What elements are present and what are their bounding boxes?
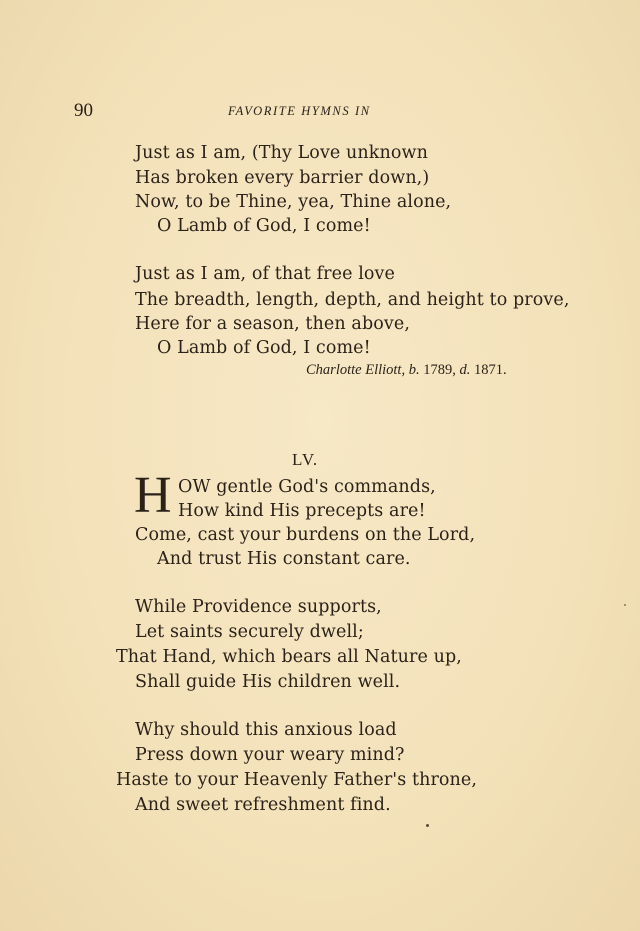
verse-line: Here for a season, then above, xyxy=(135,314,410,334)
verse-line: And sweet refreshment find. xyxy=(135,795,391,815)
verse-line: Let saints securely dwell; xyxy=(135,622,364,642)
drop-cap: H xyxy=(134,467,172,524)
verse-line: Shall guide His children well. xyxy=(135,672,401,692)
verse-line: O Lamb of God, I come! xyxy=(157,216,371,236)
died-year: 1871. xyxy=(473,362,507,378)
running-head: FAVORITE HYMNS IN xyxy=(228,104,371,118)
author-attribution xyxy=(306,362,507,379)
verse-line: Press down your weary mind? xyxy=(135,745,405,765)
verse-line: Just as I am, of that free love xyxy=(135,264,395,284)
page-number: 90 xyxy=(74,100,93,121)
verse-line: Why should this anxious load xyxy=(135,720,397,740)
born-year: 1789, xyxy=(423,362,456,378)
verse-line: Just as I am, (Thy Love unknown xyxy=(135,143,428,163)
verse-line: OW gentle God's commands, xyxy=(178,477,436,497)
born-label: b. xyxy=(408,362,420,378)
author-name: Charlotte Elliott, xyxy=(306,362,406,378)
verse-line: Come, cast your burdens on the Lord, xyxy=(135,525,476,545)
verse-line: Now, to be Thine, yea, Thine alone, xyxy=(135,192,452,212)
verse-line: Haste to your Heavenly Father's throne, xyxy=(116,770,478,790)
verse-line: O Lamb of God, I come! xyxy=(157,338,371,358)
verse-line: Has broken every barrier down,) xyxy=(135,168,430,188)
verse-line: While Providence supports, xyxy=(135,597,382,617)
verse-line: And trust His constant care. xyxy=(157,549,411,569)
verse-line: The breadth, length, depth, and height to prove, xyxy=(135,290,570,310)
verse-line: That Hand, which bears all Nature up, xyxy=(116,647,462,667)
died-label: d. xyxy=(459,362,471,378)
page-header xyxy=(0,100,640,124)
ink-speck xyxy=(624,604,626,606)
hymn-number: LV. xyxy=(292,450,319,469)
ink-speck xyxy=(426,824,429,827)
verse-line: How kind His precepts are! xyxy=(178,501,426,521)
